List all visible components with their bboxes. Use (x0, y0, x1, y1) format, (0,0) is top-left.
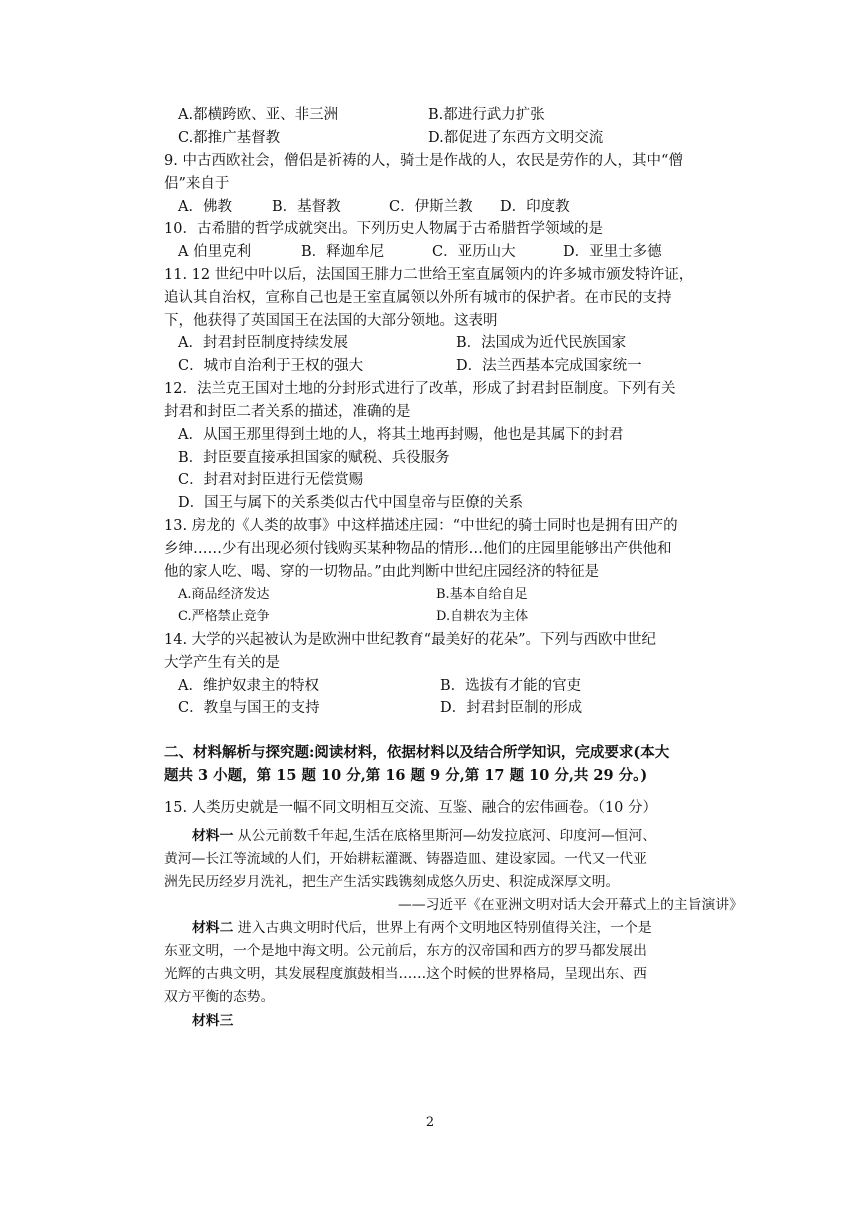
q12-option-c-text: C．封君对封臣进行无偿赏赐 (178, 472, 364, 488)
q15-stem: 15. 人类历史就是一幅不同文明相互交流、互鉴、融合的宏伟画卷。（10 分） (164, 800, 657, 816)
q15-material1-line2: 黄河—长江等流域的人们，开始耕耘灌溉、铸器造皿、建设家园。一代又一代亚 (164, 851, 647, 867)
q13-option-c: C.严格禁止竞争 (178, 609, 270, 624)
q9-option-b: B．基督教 (272, 199, 341, 215)
q11-option-a: A．封君封臣制度持续发展 (178, 335, 348, 351)
q15-material1-line3: 洲先民历经岁月洗礼，把生产生活实践镌刻成悠久历史、积淀成深厚文明。 (164, 874, 620, 890)
q15-material2-line4: 双方平衡的态势。 (164, 989, 275, 1005)
q11-stem-line2: 追认其自治权，宣称自己也是王室直属领以外所有城市的保护者。在市民的支持 (164, 290, 672, 306)
q8-option-b: B.都进行武力扩张 (428, 107, 545, 123)
q8-option-a: A.都横跨欧、亚、非三洲 (178, 107, 339, 123)
q14-stem-line1: 14. 大学的兴起被认为是欧洲中世纪教育“最美好的花朵”。下列与西欧中世纪 (164, 632, 656, 648)
q13-option-a: A.商品经济发达 (178, 587, 270, 602)
q15-material1-label: 材料一 (192, 828, 234, 844)
q14-option-d: D．封君封臣制的形成 (440, 700, 583, 716)
q14-stem-line2: 大学产生有关的是 (164, 655, 280, 671)
page-number: 2 (425, 1115, 435, 1130)
q15-material1-text1: 从公元前数千年起,生活在底格里斯河—幼发拉底河、印度河—恒河、 (237, 828, 657, 844)
q13-stem-line2: 乡绅……少有出现必须付钱购买某种物品的情形…他们的庄园里能够出产供他和 (164, 541, 672, 557)
q9-stem-line1: 9. 中古西欧社会，僧侣是祈祷的人，骑士是作战的人，农民是劳作的人，其中“僧 (164, 153, 683, 169)
q12-option-a-text: A．从国王那里得到土地的人，将其土地再封赐，他也是其属下的封君 (178, 427, 624, 443)
q12-option-b-text: B．封臣要直接承担国家的赋税、兵役服务 (178, 450, 450, 466)
q14-option-a: A．维护奴隶主的特权 (178, 678, 319, 694)
q13-stem-line3: 他的家人吃、喝、穿的一切物品。”由此判断中世纪庄园经济的特征是 (164, 564, 600, 580)
q13-option-b: B.基本自给自足 (436, 587, 528, 602)
q11-option-b: B．法国成为近代民族国家 (456, 335, 627, 351)
q15-material2-line1 (192, 917, 704, 940)
q10-option-d: D．亚里士多德 (563, 244, 662, 260)
q15-material1-source: ——习近平《在亚洲文明对话大会开幕式上的主旨演讲》 (398, 897, 743, 913)
q8-option-c: C.都推广基督教 (178, 130, 281, 146)
q15-material3-label: 材料三 (192, 1013, 234, 1029)
section2-heading-line1: 二、材料解析与探究题:阅读材料，依据材料以及结合所学知识，完成要求(本大 (164, 744, 670, 761)
q13-stem-line1: 13. 房龙的《人类的故事》中这样描述庄园：“中世纪的骑士同时也是拥有田产的 (164, 518, 678, 534)
q12-stem-line1: 12．法兰克王国对土地的分封形式进行了改革，形成了封君封臣制度。下列有关 (164, 381, 676, 397)
q9-stem-line2: 侣”来自于 (164, 176, 230, 192)
q15-material2-label: 材料二 (192, 920, 234, 936)
section2-heading-line2: 题共 3 小题，第 15 题 10 分,第 16 题 9 分,第 17 题 10 分,共 29 分。) (164, 767, 648, 784)
q10-option-c: C．亚历山大 (432, 244, 516, 260)
q8-option-d: D.都促进了东西方文明交流 (428, 130, 604, 146)
q10-option-b: B．释迦牟尼 (301, 244, 385, 260)
q11-option-d: D．法兰西基本完成国家统一 (456, 358, 642, 374)
q15-material2-line2: 东亚文明，一个是地中海文明。公元前后，东方的汉帝国和西方的罗马都发展出 (164, 943, 647, 959)
q10-stem-line1: 10．古希腊的哲学成就突出。下列历史人物属于古希腊哲学领域的是 (164, 221, 603, 237)
q13-option-d: D.自耕农为主体 (436, 609, 529, 624)
q10-option-a: A 伯里克利 (178, 244, 252, 260)
q9-option-d: D．印度教 (500, 199, 570, 215)
q12-option-d-text: D．国王与属下的关系类似古代中国皇帝与臣僚的关系 (178, 495, 524, 511)
q14-option-c: C．教皇与国王的支持 (178, 700, 320, 716)
q9-option-a: A．佛教 (178, 199, 232, 215)
q14-option-b: B．选拔有才能的官吏 (440, 678, 582, 694)
q9-option-c: C．伊斯兰教 (389, 199, 473, 215)
q15-material3-line1 (192, 1010, 704, 1033)
q12-stem-line2: 封君和封臣二者关系的描述，准确的是 (164, 404, 411, 420)
q11-stem-line3: 下，他获得了英国国王在法国的大部分领地。这表明 (164, 313, 498, 329)
q15-material2-line3: 光辉的古典文明，其发展程度旗鼓相当……这个时候的世界格局，呈现出东、西 (164, 966, 647, 982)
q15-material1-line1 (192, 825, 704, 848)
q11-stem-line1: 11. 12 世纪中叶以后，法国国王腓力二世给王室直属领内的许多城市颁发特许证， (164, 267, 694, 283)
q11-option-c: C．城市自治利于王权的强大 (178, 358, 364, 374)
q15-material2-text1: 进入古典文明时代后，世界上有两个文明地区特别值得关注，一个是 (237, 920, 652, 936)
